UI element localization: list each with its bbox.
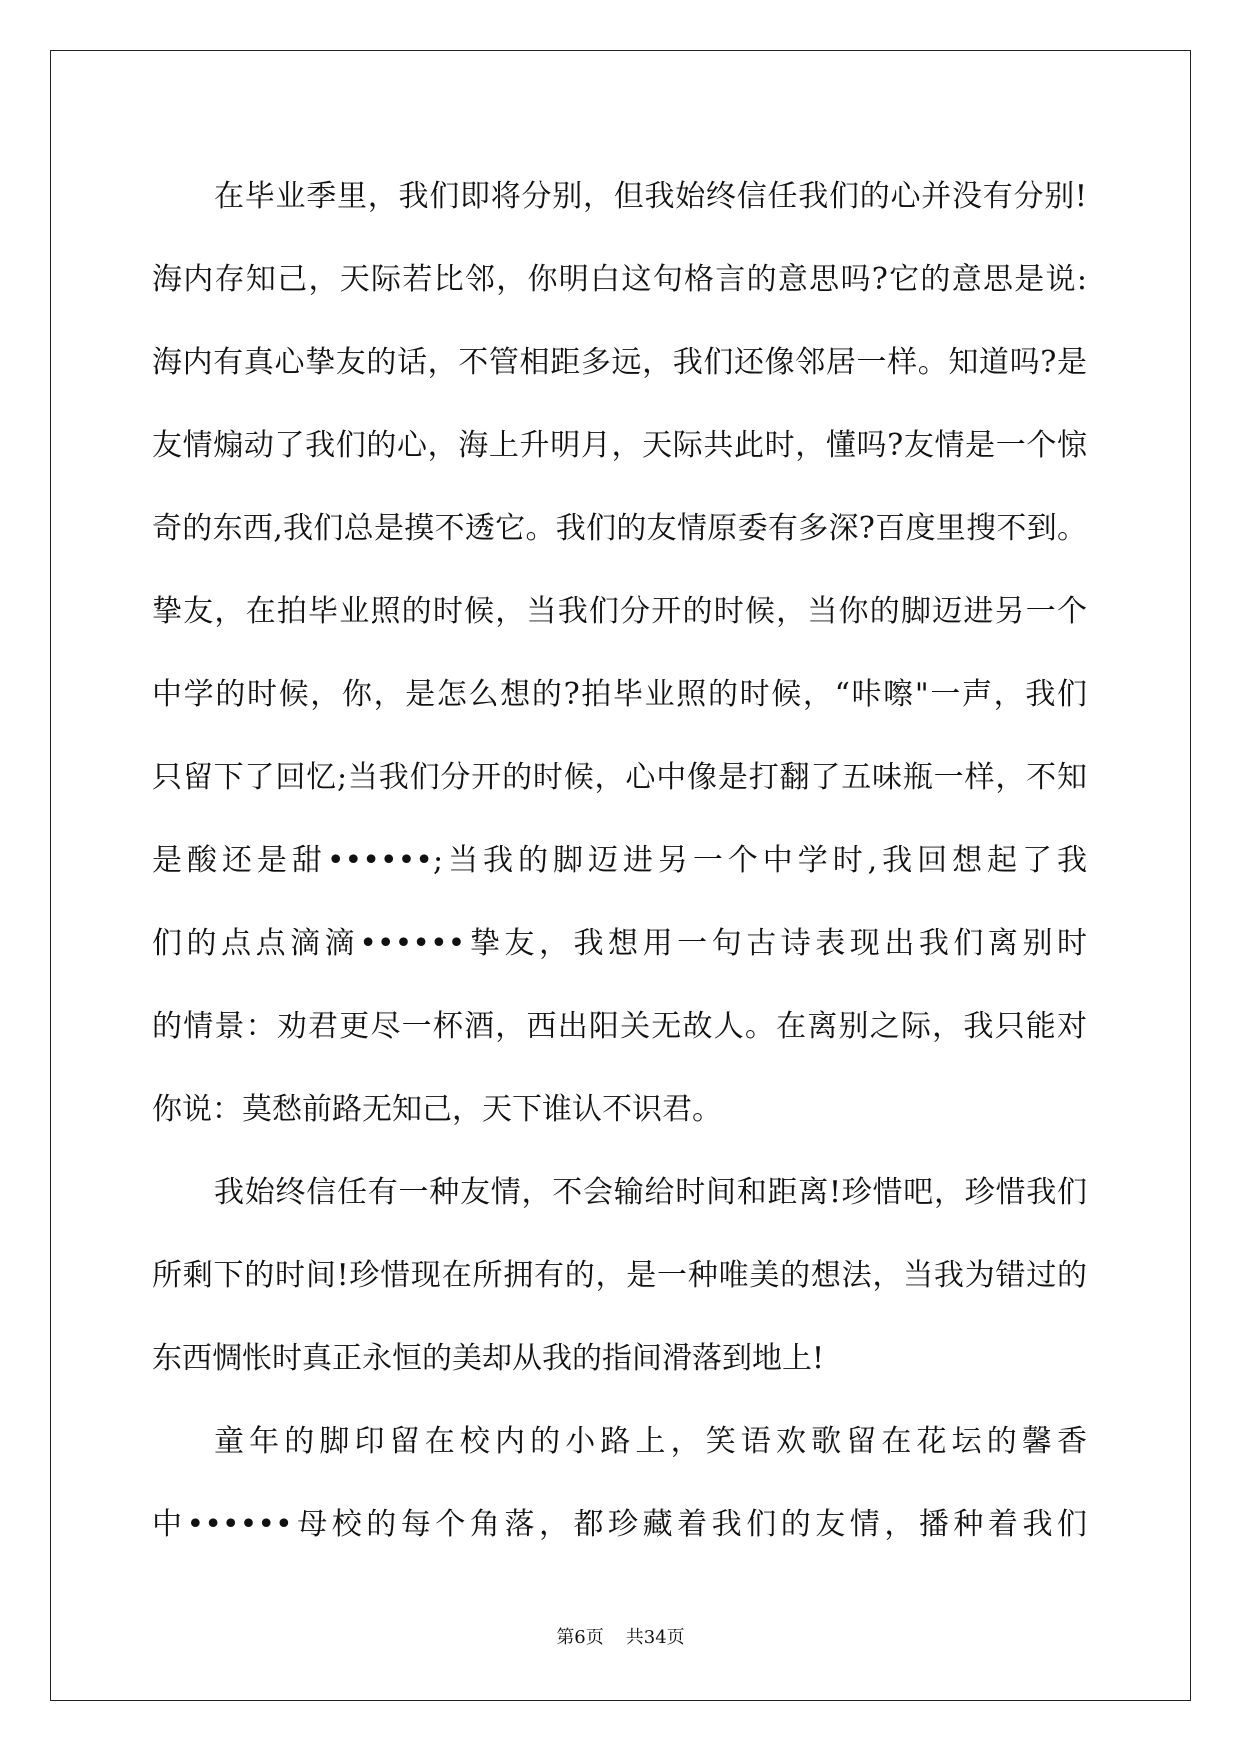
document-body (152, 155, 1087, 1566)
paragraph-1-line-11: 的情景：劝君更尽一杯酒，西出阳关无故人。在离别之际，我只能对 (152, 1009, 1087, 1044)
paragraph-1-line-7: 中学的时候，你，是怎么想的?拍毕业照的时候，“咔嚓"一声，我们 (152, 677, 1087, 712)
paragraph-2-line-2: 所剩下的时间!珍惜现在所拥有的，是一种唯美的想法，当我为错过的 (152, 1258, 1087, 1293)
page-number-label: 第6页 (556, 1627, 604, 1648)
paragraph-1-line-3: 海内有真心挚友的话，不管相距多远，我们还像邻居一样。知道吗?是 (152, 345, 1087, 380)
paragraph-3-line-1: 童年的脚印留在校内的小路上，笑语欢歌留在花坛的馨香 (214, 1424, 1087, 1459)
paragraph-1-line-10: 们的点点滴滴••••••挚友，我想用一句古诗表现出我们离别时 (152, 926, 1087, 961)
total-pages-label: 共34页 (625, 1627, 685, 1648)
paragraph-1-line-1: 在毕业季里，我们即将分别，但我始终信任我们的心并没有分别! (214, 179, 1087, 214)
paragraph-1-line-8: 只留下了回忆;当我们分开的时候，心中像是打翻了五味瓶一样，不知 (152, 760, 1087, 795)
paragraph-1-line-4: 友情煽动了我们的心，海上升明月，天际共此时，懂吗?友情是一个惊 (152, 428, 1087, 463)
paragraph-2-line-3: 东西惆怅时真正永恒的美却从我的指间滑落到地上! (152, 1341, 825, 1376)
paragraph-1-line-12: 你说：莫愁前路无知己，天下谁认不识君。 (152, 1092, 722, 1127)
paragraph-1-line-5: 奇的东西,我们总是摸不透它。我们的友情原委有多深?百度里搜不到。 (152, 511, 1087, 546)
paragraph-1-line-6: 挚友，在拍毕业照的时候，当我们分开的时候，当你的脚迈进另一个 (152, 594, 1087, 629)
paragraph-1-line-2: 海内存知己，天际若比邻，你明白这句格言的意思吗?它的意思是说: (152, 262, 1087, 297)
page-footer (0, 1623, 1241, 1649)
paragraph-1-line-9: 是酸还是甜••••••;当我的脚迈进另一个中学时,我回想起了我 (152, 843, 1087, 878)
paragraph-3-line-2: 中••••••母校的每个角落，都珍藏着我们的友情，播种着我们 (152, 1507, 1087, 1542)
paragraph-2-line-1: 我始终信任有一种友情，不会输给时间和距离!珍惜吧，珍惜我们 (214, 1175, 1087, 1210)
